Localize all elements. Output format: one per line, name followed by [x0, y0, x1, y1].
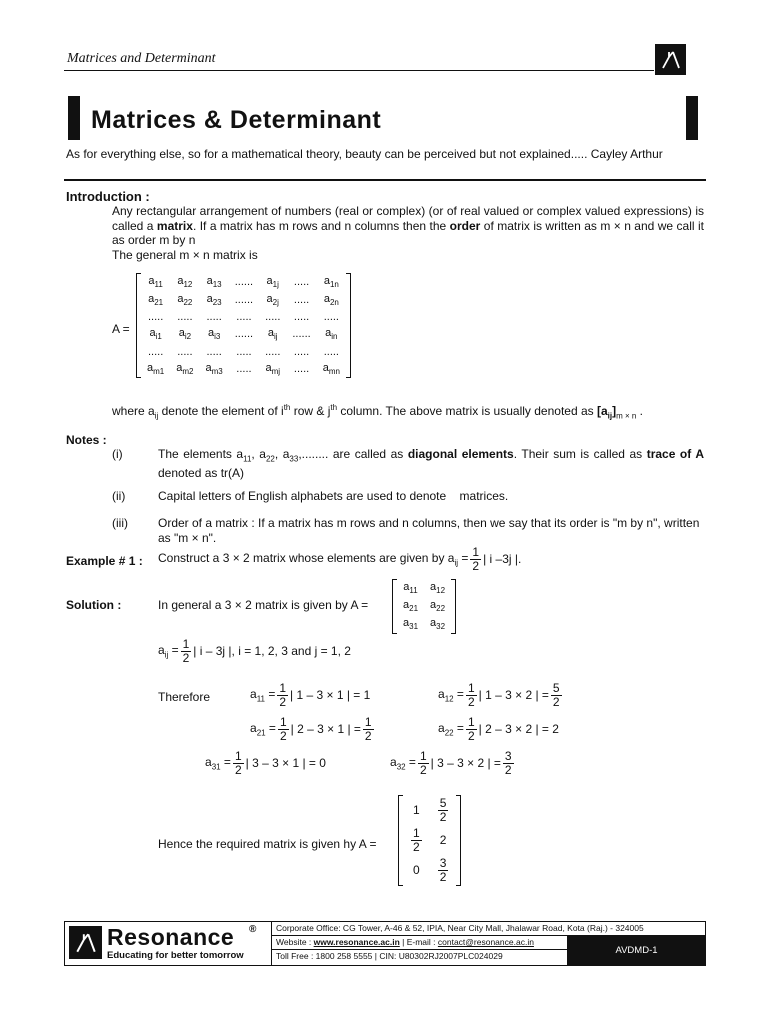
solution-text: In general a 3 × 2 matrix is given by A =	[158, 598, 369, 612]
matrix-cell: .....	[147, 345, 164, 358]
matrix-cell: $a_{i1}$	[149, 327, 162, 342]
aij-formula: $a_{ij}$ = $\frac{1}{2}$ | i – 3j |, i = 1, 2, 3 and j = 1, 2	[158, 637, 351, 665]
matrix-cell: ......	[292, 328, 311, 341]
running-title: Matrices and Determinant	[67, 51, 216, 66]
matrix-cell: $a_{13}$	[206, 275, 222, 290]
a31-calc: $a_{31}$ = $\frac{1}{2}$ | 3 – 3 × 1 | = 0	[205, 749, 326, 777]
matrix-cell: $a_{23}$	[206, 293, 222, 308]
hence-text: Hence the required matrix is given hy A =	[158, 837, 377, 851]
footer-tagline: Educating for better tomorrow	[107, 950, 244, 961]
email-link[interactable]: contact@resonance.ac.in	[437, 937, 534, 947]
website-link[interactable]: www.resonance.ac.in	[313, 937, 400, 947]
matrix-cell: $a_{2j}$	[266, 293, 279, 308]
matrix-cell: .....	[293, 294, 310, 307]
intro-heading: Introduction :	[66, 189, 150, 204]
matrix-cell: $a_{32}$	[430, 617, 446, 632]
footer-info	[271, 922, 705, 965]
matrix-cell: $a_{2n}$	[323, 293, 339, 308]
title-bar-right	[686, 96, 698, 140]
matrix-cell: ......	[234, 328, 254, 341]
matrix-cell: .....	[323, 345, 339, 358]
matrix-cell: .....	[236, 345, 252, 358]
matrix-cell: .....	[293, 345, 310, 358]
therefore-label: Therefore	[158, 690, 211, 704]
matrix-cell: $a_{22}$	[177, 293, 193, 308]
a32-calc: $a_{32}$ = $\frac{1}{2}$ | 3 – 3 × 2 | = $\frac{3}{2}$	[390, 749, 512, 777]
a12-calc: $a_{12}$ = $\frac{1}{2}$ | 1 – 3 × 2 | = $\frac{5}{2}$	[438, 681, 560, 709]
footer-brand-name: Resonance	[107, 924, 235, 950]
matrix-row	[397, 579, 451, 597]
general-matrix	[136, 273, 351, 378]
matrix-row	[141, 344, 346, 360]
matrix-cell: .....	[293, 311, 310, 324]
matrix-row	[141, 273, 346, 291]
matrix-cell: .....	[293, 362, 310, 375]
matrix-row	[141, 325, 346, 343]
matrix-cell: $a_{22}$	[430, 599, 446, 614]
matrix-cell: $a_{11}$	[148, 275, 163, 290]
matrix-cell: $a_{m3}$	[205, 361, 223, 376]
matrix-cell: $a_{31}$	[403, 617, 419, 632]
footer-registered: ®	[249, 924, 257, 935]
footer	[64, 921, 706, 966]
footer-contact: Website : www.resonance.ac.in | E-mail : contact@resonance.ac.in	[276, 937, 534, 947]
matrix-row	[141, 309, 346, 325]
quote: As for everything else, so for a mathematical theory, beauty can be perceived but not explained..... Cayley Arthur	[66, 147, 663, 161]
intro-general-text: The general m × n matrix is	[112, 248, 258, 262]
solution-label: Solution :	[66, 598, 122, 612]
matrix-row	[141, 360, 346, 378]
notes-heading: Notes :	[66, 433, 107, 447]
a-equals-label: A =	[112, 322, 130, 336]
matrix-cell: .....	[206, 345, 222, 358]
matrix-cell: .....	[236, 311, 252, 324]
where-text: where $a_{ij}$ denote the element of $i^{th}$ row & $j^{th}$ column. The above matrix is usually denoted as $[a_{ij}]_{m \times n}$ .	[112, 403, 643, 421]
matrix-cell: $a_{i3}$	[207, 327, 221, 342]
a11-calc: $a_{11}$ = $\frac{1}{2}$ | 1 – 3 × 1 | = 1	[250, 681, 371, 709]
quote-rule	[64, 179, 706, 181]
matrix-cell: .....	[206, 311, 222, 324]
matrix-row	[397, 597, 451, 615]
matrix-cell: $a_{mj}$	[265, 361, 281, 376]
matrix-row	[141, 291, 346, 309]
matrix-cell: .....	[265, 311, 281, 324]
resonance-logo-icon	[660, 49, 682, 71]
matrix-cell: .....	[236, 362, 252, 375]
logo-box	[655, 44, 686, 75]
matrix-cell: ......	[234, 294, 254, 307]
general-3x2-matrix	[392, 579, 456, 634]
matrix-row	[397, 615, 451, 633]
footer-tollfree: Toll Free : 1800 258 5555 | CIN: U80302RJ2007PLC024029	[276, 951, 503, 961]
result-matrix: 1 $\frac{5}{2}$ $\frac{1}{2}$ 2 0 $\frac{3}{2}$	[398, 795, 461, 886]
matrix-cell: $a_{11}$	[403, 581, 418, 596]
matrix-cell: ......	[234, 276, 254, 289]
matrix-cell: $a_{m1}$	[147, 361, 165, 376]
footer-logo-icon	[69, 926, 102, 959]
matrix-cell: $a_{12}$	[430, 581, 446, 596]
matrix-cell: $a_{m2}$	[176, 361, 194, 376]
footer-office: Corporate Office: CG Tower, A-46 & 52, IPIA, Near City Mall, Jhalawar Road, Kota (Raj.) - 324005	[276, 923, 644, 933]
matrix-cell: .....	[177, 345, 193, 358]
example-text: Construct a 3 × 2 matrix whose elements are given by $a_{ij}$ = $\frac{1}{2}$ | i –3j |.	[158, 545, 522, 573]
a22-calc: $a_{22}$ = $\frac{1}{2}$ | 2 – 3 × 2 | = 2	[438, 715, 559, 743]
matrix-cell: .....	[323, 311, 339, 324]
intro-paragraph: Any rectangular arrangement of numbers (real or complex) (or of real valued or complex valued expressions) is called a matrix. If a matrix has m rows and n columns then the order of matrix is written as m × n and we call it as order m by n	[112, 204, 704, 247]
matrix-cell: .....	[147, 311, 164, 324]
matrix-cell: .....	[265, 345, 281, 358]
a21-calc: $a_{21}$ = $\frac{1}{2}$ | 2 – 3 × 1 | = $\frac{1}{2}$	[250, 715, 372, 743]
matrix-cell: $a_{1n}$	[323, 275, 339, 290]
footer-brand	[65, 922, 269, 965]
matrix-cell: $a_{1j}$	[266, 275, 279, 290]
title-bar-left	[68, 96, 80, 140]
example-label: Example # 1 :	[66, 554, 143, 568]
page-title: Matrices & Determinant	[91, 106, 382, 134]
matrix-cell: $a_{mn}$	[322, 361, 340, 376]
matrix-cell: $a_{21}$	[403, 599, 419, 614]
footer-page-code: AVDMD-1	[567, 936, 706, 965]
matrix-cell: $a_{i2}$	[178, 327, 192, 342]
matrix-cell: $a_{12}$	[177, 275, 193, 290]
matrix-cell: .....	[177, 311, 193, 324]
matrix-cell: $a_{ij}$	[267, 327, 278, 342]
matrix-cell: .....	[293, 276, 310, 289]
matrix-cell: $a_{in}$	[325, 327, 338, 342]
matrix-cell: $a_{21}$	[148, 293, 164, 308]
header-rule	[64, 70, 654, 71]
